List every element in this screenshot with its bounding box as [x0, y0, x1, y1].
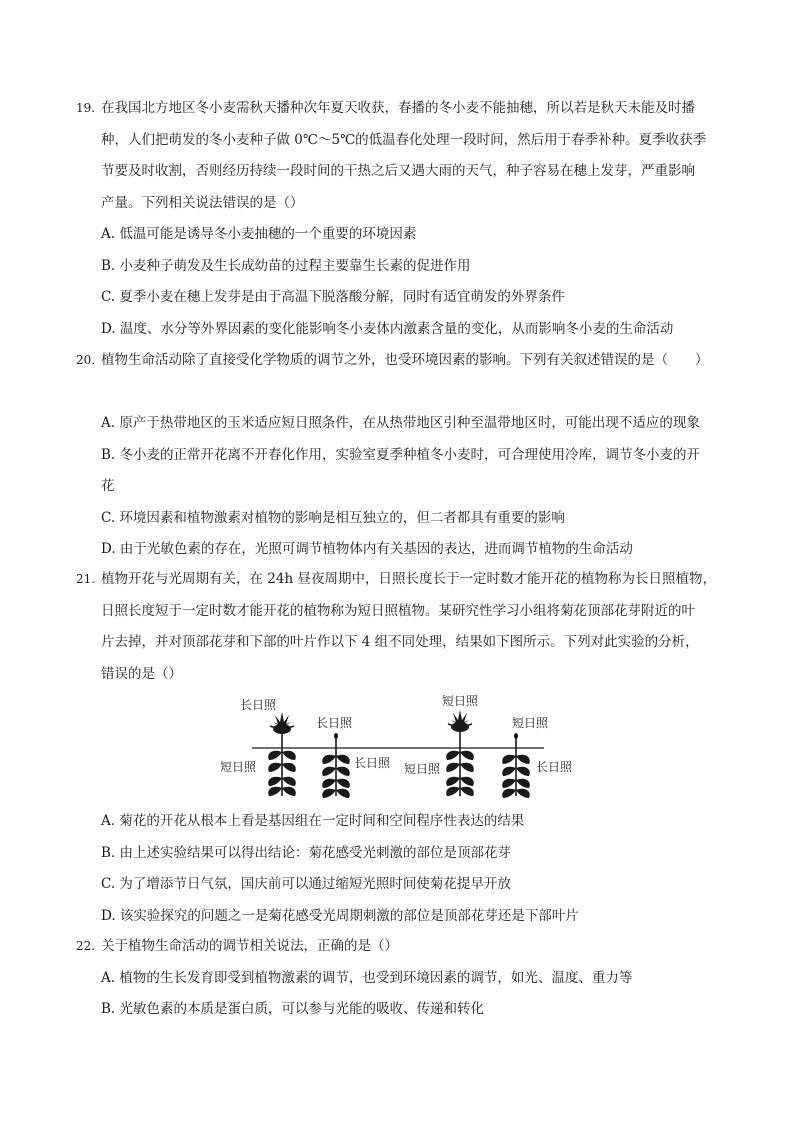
question-stem-line: 日照长度短于一定时数才能开花的植物称为短日照植物。某研究性学习小组将菊花顶部花芽附近的叶 [101, 602, 695, 619]
plant-3 [446, 710, 474, 796]
plant-2-bottom-label: 长日照 [354, 756, 391, 770]
question-number: 20. [76, 353, 96, 367]
question-stem-line: 产量。下列相关说法错误的是（） [101, 194, 304, 211]
plant-1-bottom-label: 短日照 [220, 760, 257, 774]
plant-3-bottom-label: 短日照 [404, 762, 441, 776]
option-a: A. 植物的生长发育即受到植物激素的调节，也受到环境因素的调节，如光、温度、重力等 [101, 969, 633, 986]
plant-4-top-label: 短日照 [512, 716, 549, 730]
question-22 [76, 931, 726, 1026]
plant-4-bottom-label: 长日照 [536, 760, 573, 774]
plant-1-top-label: 长日照 [240, 698, 277, 712]
option-b: B. 由上述实验结果可以得出结论：菊花感受光刺激的部位是顶部花芽 [101, 844, 512, 861]
plant-2 [322, 733, 350, 798]
question-number: 22. [76, 939, 96, 953]
option-b: B. 冬小麦的正常开花离不开春化作用，实验室夏季种植冬小麦时，可合理使用冷库，调节冬小麦的开 [101, 446, 701, 463]
question-21-options [76, 806, 726, 932]
plant-3-top-label: 短日照 [442, 694, 479, 708]
chrysanthemum-experiment-figure [218, 688, 578, 800]
question-stem-line: 20. 植物生命活动除了直接受化学物质的调节之外，也受环境因素的影响。下列有关叙述错误的是（ ） [76, 345, 726, 377]
question-stem-line: 错误的是（） [101, 665, 182, 682]
question-stem-line: 19. 在我国北方地区冬小麦需秋天播种次年夏天收获，春播的冬小麦不能抽穗，所以若是秋天未能及时播 [76, 93, 726, 125]
question-stem-line: 21. 植物开花与光周期有关，在 24h 昼夜周期中，日照长度长于一定时数才能开花的植物称为长日照植物， [76, 564, 726, 596]
question-20 [76, 345, 726, 566]
option-d: D. 温度、水分等外界因素的变化能影响冬小麦体内激素含量的变化，从而影响冬小麦的生命活动 [101, 320, 674, 337]
plant-1 [268, 712, 296, 796]
plant-2-top-label: 长日照 [316, 716, 353, 730]
blank-line [76, 377, 726, 409]
option-c: C. 环境因素和植物激素对植物的影响是相互独立的，但二者都具有重要的影响 [101, 509, 565, 526]
question-stem-line: 节要及时收割，否则经历持续一段时间的干热之后又遇大雨的天气，种子容易在穗上发芽，严重影响 [101, 163, 695, 179]
option-b: B. 光敏色素的本质是蛋白质，可以参与光能的吸收、传递和转化 [101, 1001, 485, 1017]
question-stem-line: 片去掉，并对顶部花芽和下部的叶片作以下 4 组不同处理，结果如下图所示。下列对此实验的分析， [101, 634, 699, 650]
question-19 [76, 93, 726, 345]
question-number: 19. [76, 101, 96, 115]
option-a: A. 菊花的开花从根本上看是基因组在一定时间和空间程序性表达的结果 [101, 813, 525, 829]
option-c: C. 为了增添节日气氛，国庆前可以通过缩短光照时间使菊花提早开放 [101, 876, 511, 892]
option-b-continued: 花 [101, 478, 115, 494]
question-stem-line: 22. 关于植物生命活动的调节相关说法，正确的是（） [76, 931, 726, 963]
option-a: A. 低温可能是诱导冬小麦抽穗的一个重要的环境因素 [101, 226, 417, 242]
option-d: D. 由于光敏色素的存在，光照可调节植物体内有关基因的表达，进而调节植物的生命活动 [101, 541, 633, 557]
plant-4 [502, 733, 530, 798]
option-b: B. 小麦种子萌发及生长成幼苗的过程主要靠生长素的促进作用 [101, 257, 471, 274]
option-c: C. 夏季小麦在穗上发芽是由于高温下脱落酸分解，同时有适宜萌发的外界条件 [101, 289, 565, 305]
option-d: D. 该实验探究的问题之一是菊花感受光周期刺激的部位是顶部花芽还是下部叶片 [101, 907, 579, 924]
question-21 [76, 564, 726, 690]
option-a: A. 原产于热带地区的玉米适应短日照条件，在从热带地区引种至温带地区时，可能出现不适应的现象 [101, 415, 700, 431]
question-number: 21. [76, 572, 96, 586]
question-stem-line: 种，人们把萌发的冬小麦种子做 0℃～5℃的低温春化处理一段时间，然后用于春季补种。夏季收获季 [101, 131, 707, 148]
